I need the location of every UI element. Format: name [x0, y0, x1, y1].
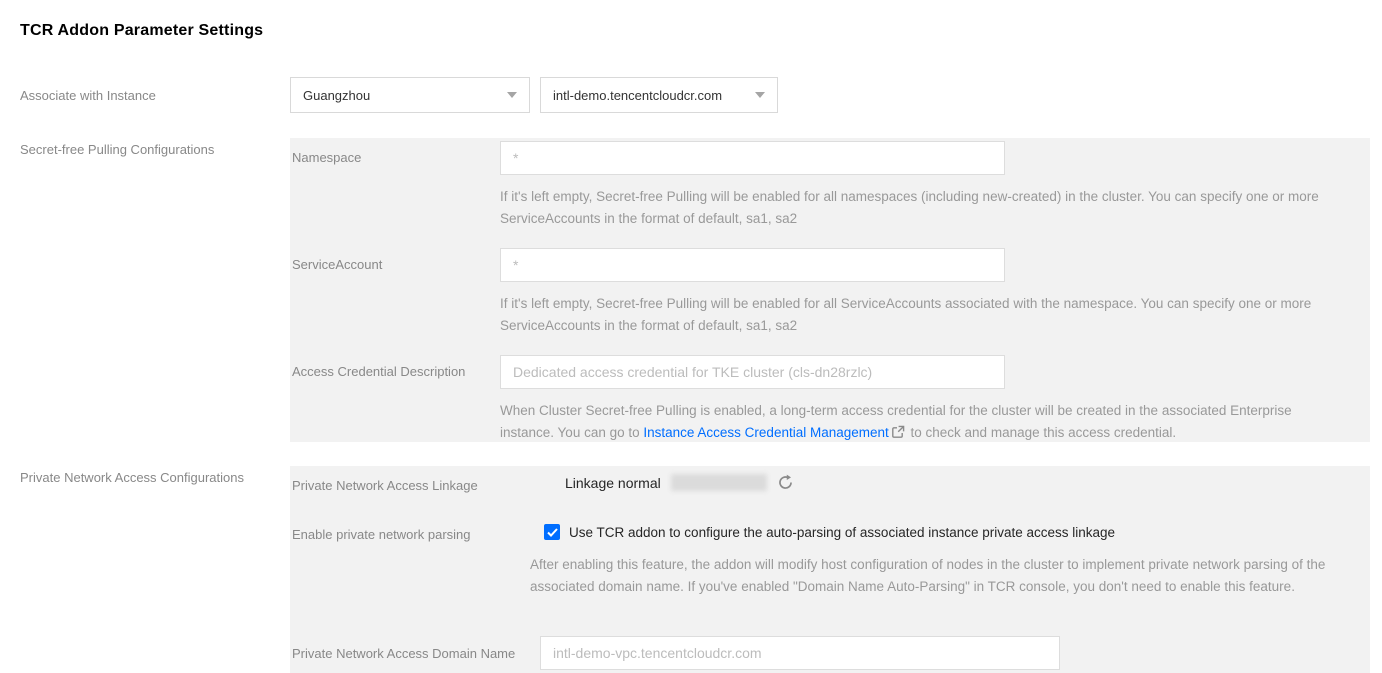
parsing-help-text: After enabling this feature, the addon will modify host configuration of nodes in the cluster to implement private network parsing of the associated domain name. If you've enabled "Domain Name Auto-Parsing" in TCR console, you don't need to enable this feature.: [530, 557, 1326, 594]
domain-name-input[interactable]: [540, 636, 1060, 670]
instance-select[interactable]: [540, 77, 778, 113]
access-credential-help-after: to check and manage this access credential.: [906, 425, 1177, 440]
parsing-checkbox-row: [544, 524, 1115, 540]
region-select-value: Guangzhou: [303, 87, 371, 103]
private-parsing-checkbox[interactable]: [544, 524, 560, 540]
private-network-section: [290, 466, 1370, 673]
external-link-icon: [891, 424, 905, 446]
serviceaccount-label: ServiceAccount: [292, 257, 383, 272]
access-credential-help-text: [500, 400, 1345, 446]
secret-free-section-label: Secret-free Pulling Configurations: [20, 142, 215, 157]
linkage-label: Private Network Access Linkage: [292, 478, 478, 493]
linkage-status-text: Linkage normal: [565, 474, 661, 491]
namespace-label: Namespace: [292, 150, 362, 165]
namespace-input[interactable]: [500, 141, 1005, 175]
instance-access-credential-link[interactable]: Instance Access Credential Management: [643, 425, 889, 440]
page-title: TCR Addon Parameter Settings: [20, 22, 264, 39]
domain-name-label: Private Network Access Domain Name: [292, 646, 516, 661]
access-credential-help-before: When Cluster Secret-free Pulling is enabled, a long-term access credential for the cluster will be created in the associated Enterprise instance. You can go to: [500, 403, 1292, 440]
secret-free-section: [290, 138, 1370, 442]
chevron-down-icon: [755, 92, 765, 98]
access-credential-input[interactable]: [500, 355, 1005, 389]
redacted-instance-id: [671, 474, 767, 491]
refresh-icon[interactable]: [777, 474, 794, 491]
associate-with-instance-label: Associate with Instance: [20, 88, 156, 103]
check-icon: [547, 528, 558, 537]
private-network-section-label: Private Network Access Configurations: [20, 470, 244, 485]
parsing-checkbox-label: Use TCR addon to configure the auto-parsing of associated instance private access linkage: [569, 524, 1116, 540]
region-select[interactable]: [290, 77, 530, 113]
access-credential-label: Access Credential Description: [292, 364, 466, 379]
chevron-down-icon: [507, 92, 517, 98]
namespace-help-text: If it's left empty, Secret-free Pulling will be enabled for all namespaces (including new-created) in the cluster. You can specify one or more ServiceAccounts in the format of default, sa1, sa2: [500, 189, 1319, 226]
linkage-status-row: [565, 474, 794, 491]
serviceaccount-help-text: If it's left empty, Secret-free Pulling will be enabled for all ServiceAccounts associated with the namespace. You can specify one or more ServiceAccounts in the format of default, sa1, sa2: [500, 296, 1312, 333]
serviceaccount-input[interactable]: [500, 248, 1005, 282]
enable-parsing-label: Enable private network parsing: [292, 527, 471, 542]
instance-select-value: intl-demo.tencentcloudcr.com: [553, 87, 723, 103]
